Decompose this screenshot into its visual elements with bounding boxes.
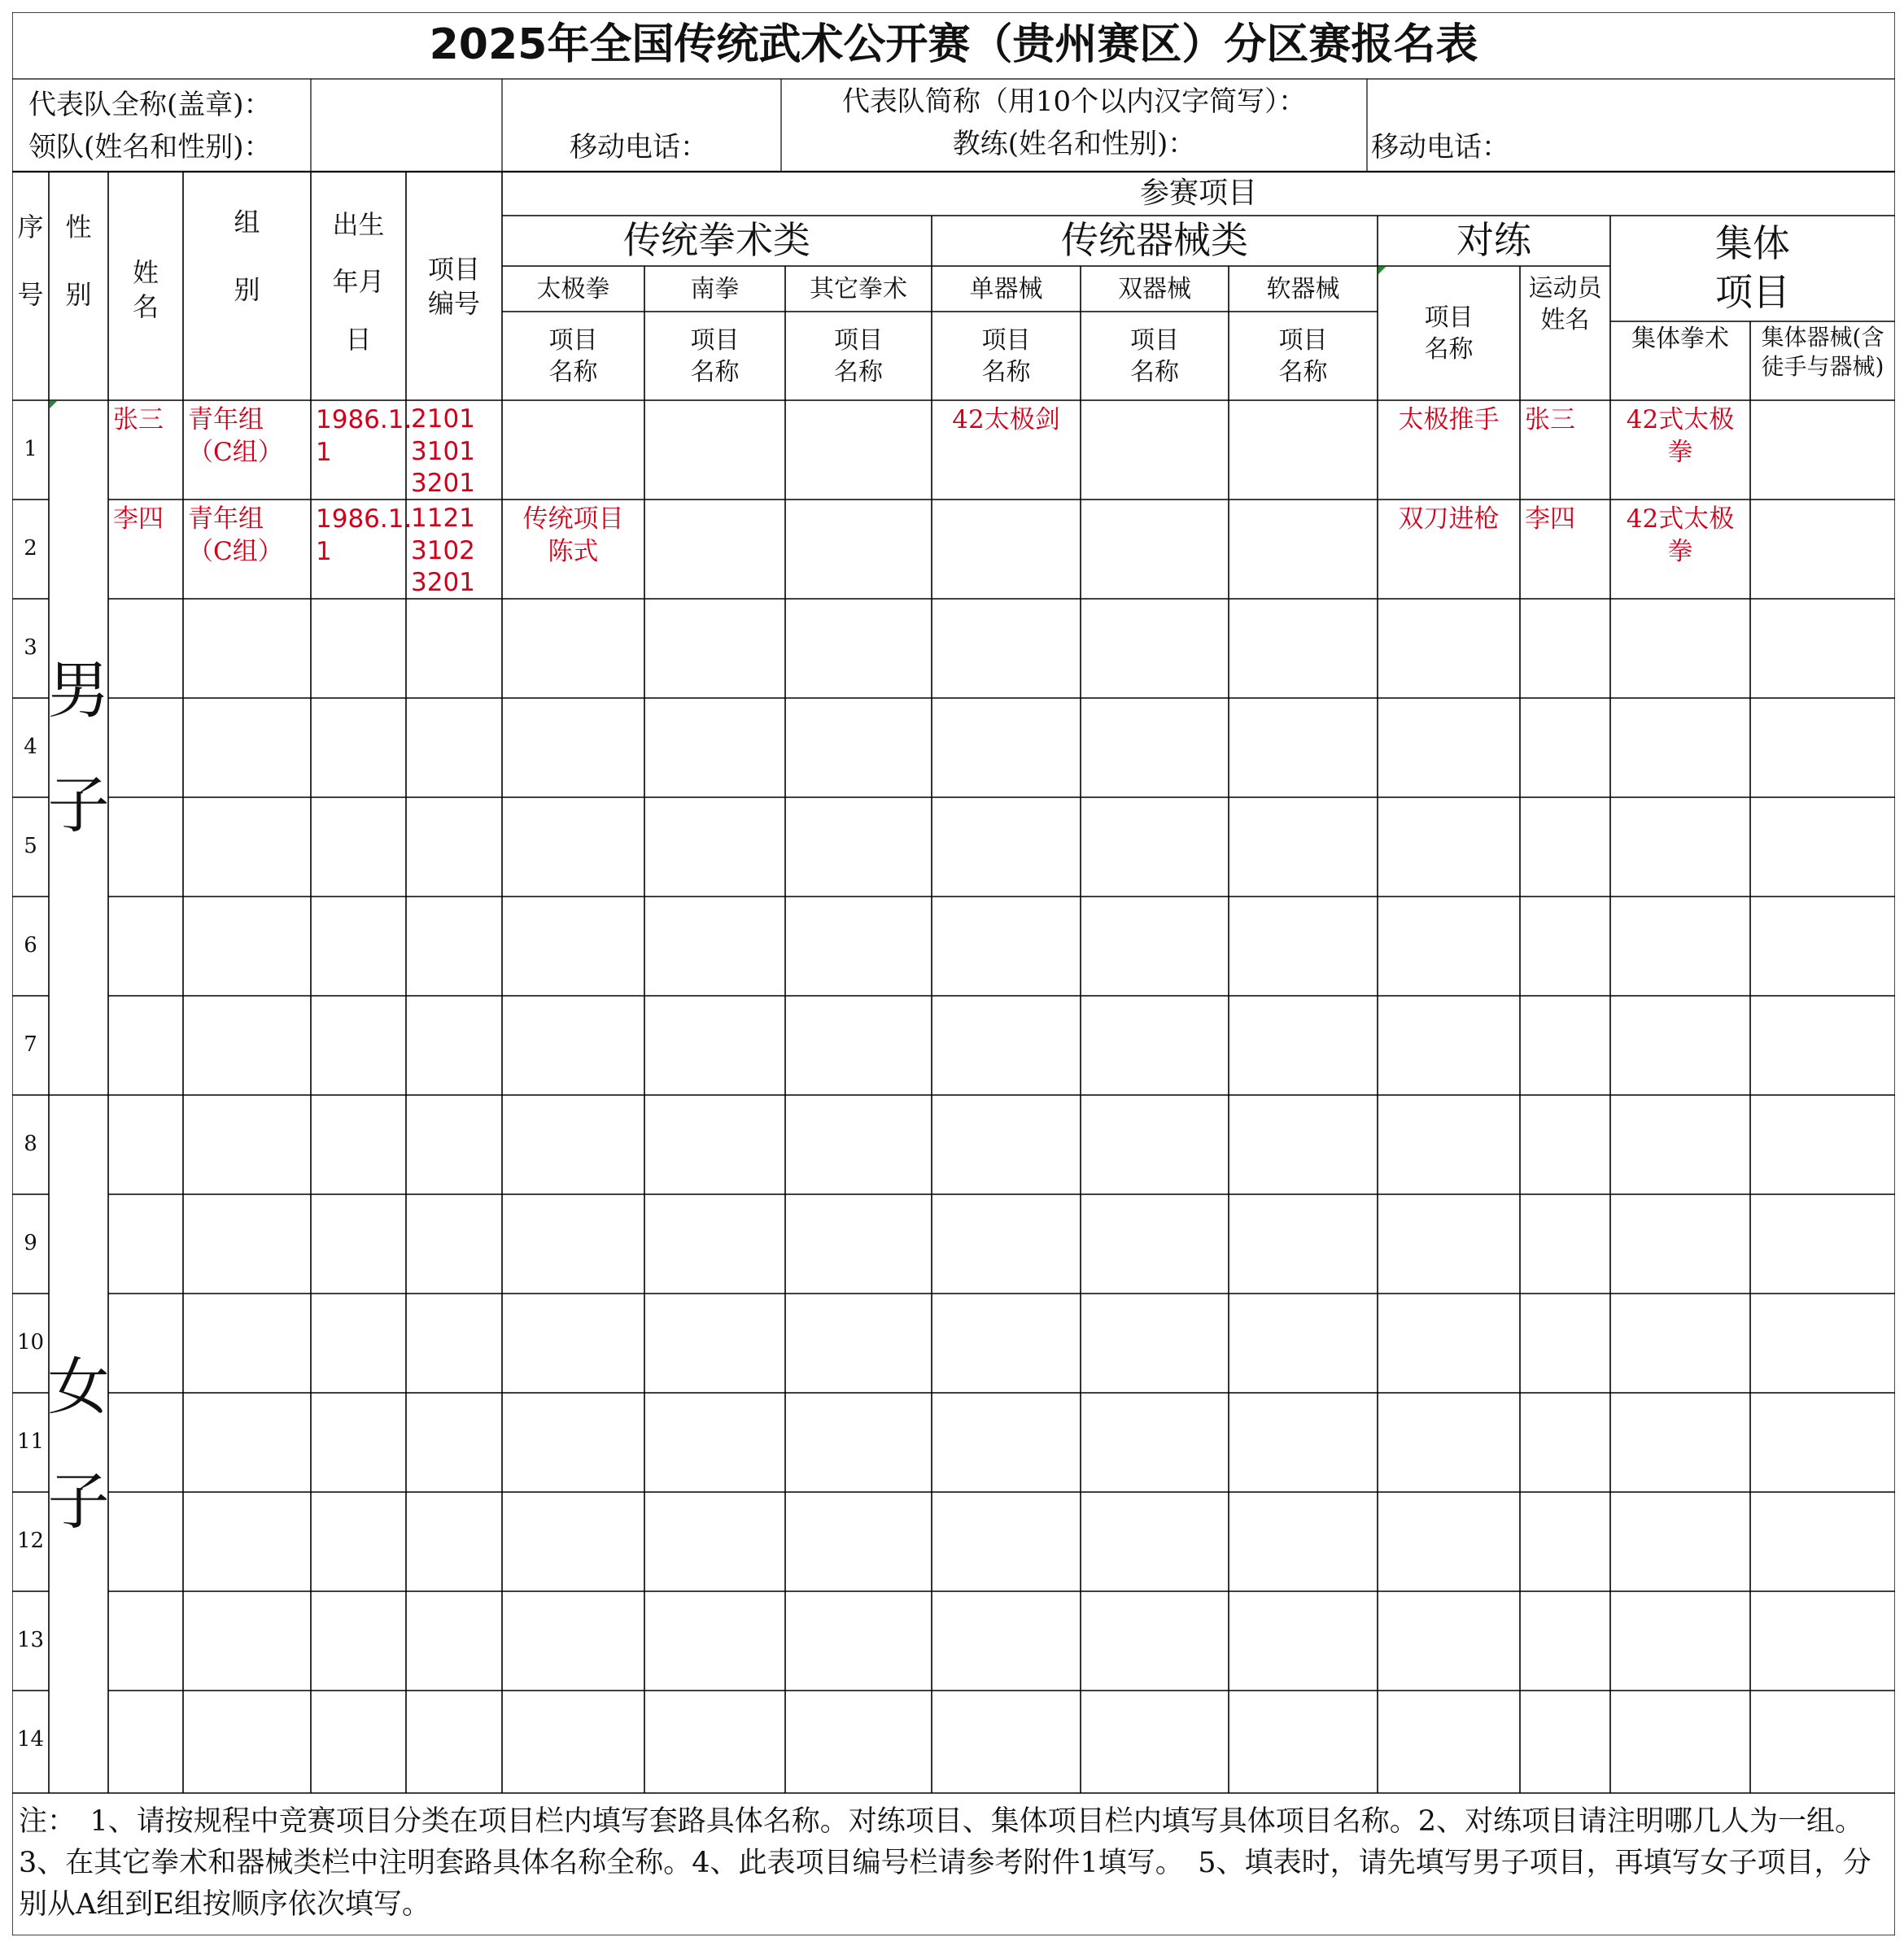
entry-1-duilian-item: 太极推手	[1398, 405, 1500, 434]
header-other-fist: 其它拳术	[810, 274, 907, 303]
header-item-code: 项目 编号	[427, 254, 480, 319]
mobile-label-1: 移动电话：	[570, 130, 708, 164]
header-item-name-double: 项目 名称	[1130, 325, 1179, 386]
gender-female-label: 女 子	[47, 1350, 110, 1538]
entry-1-duilian-athlete: 张三	[1525, 405, 1575, 434]
row-number: 7	[24, 1032, 37, 1058]
mobile-label-2: 移动电话：	[1371, 130, 1509, 164]
entry-1-single-weapon: 42太极剑	[952, 405, 1060, 434]
entry-1-group: 青年组 （C组）	[188, 405, 283, 468]
header-item-name-other-fist: 项目 名称	[834, 325, 883, 386]
header-item-name-taiji: 项目 名称	[548, 325, 598, 386]
row-number: 5	[24, 834, 37, 859]
row-number: 11	[16, 1429, 45, 1455]
row-number: 3	[24, 635, 37, 661]
coach-label: 教练(姓名和性别)：	[952, 127, 1196, 160]
header-collective: 集体 项目	[1715, 221, 1790, 314]
row-number: 14	[16, 1727, 45, 1752]
header-item-name-single: 项目 名称	[981, 325, 1031, 386]
entry-2-collective-fist: 42式太极 拳	[1626, 504, 1735, 567]
header-item-name-nanquan: 项目 名称	[690, 325, 740, 386]
entry-2-group: 青年组 （C组）	[188, 504, 283, 567]
header-name: 姓 名	[132, 257, 159, 322]
entry-2-birth: 1986.1. 1	[316, 504, 413, 567]
header-birth: 出生 年月 日	[332, 209, 385, 355]
team-short-name-label: 代表队简称（用10个以内汉字简写）：	[841, 85, 1307, 118]
header-item-name-soft: 项目 名称	[1278, 325, 1328, 386]
header-nanquan: 南拳	[690, 274, 740, 303]
row-number: 12	[16, 1529, 45, 1554]
header-soft-weapon: 软器械	[1266, 274, 1340, 303]
entry-2-taiji: 传统项目 陈式	[522, 504, 624, 567]
header-taiji: 太极拳	[536, 274, 610, 303]
header-gender: 性 别	[65, 212, 92, 311]
header-group: 组 别	[234, 207, 260, 306]
entry-1-collective-fist: 42式太极 拳	[1626, 405, 1735, 468]
entry-1-birth: 1986.1. 1	[316, 405, 413, 468]
row-number: 8	[24, 1132, 37, 1157]
row-number: 9	[24, 1231, 37, 1256]
entry-1-name: 张三	[113, 405, 164, 434]
entry-1-code: 2101 3101 3201	[411, 404, 475, 499]
row-number: 2	[24, 536, 37, 561]
notes: 注： 1、请按规程中竞赛项目分类在项目栏内填写套路具体名称。对练项目、集体项目栏内填写具体项目名称。2、对练项目请注明哪几人为一组。3、在其它拳术和器械类栏中注明套路具体名称全称。4、此表项目编号栏请参考附件1填写。 5、填表时，请先填写男子项目，再填写女子项目，分别从A组到E组按顺序依次填写。	[19, 1805, 1871, 1921]
header-collective-fist: 集体拳术	[1631, 325, 1729, 353]
entry-2-duilian-item: 双刀进枪	[1398, 504, 1500, 534]
header-seq: 序 号	[17, 212, 44, 311]
header-trad-fist: 传统拳术类	[623, 218, 810, 263]
row-number: 13	[16, 1628, 45, 1653]
comment-marker	[1378, 267, 1386, 274]
gender-male-label: 男 子	[47, 654, 110, 841]
row-number: 6	[24, 933, 37, 958]
form-title: 2025年全国传统武术公开赛（贵州赛区）分区赛报名表	[429, 20, 1478, 70]
row-number: 10	[16, 1330, 45, 1355]
header-duilian-athlete: 运动员 姓名	[1528, 274, 1602, 334]
header-collective-weapon: 集体器械(含 徒手与器械)	[1761, 324, 1884, 381]
header-duilian-item-name: 项目 名称	[1424, 303, 1474, 364]
row-number: 1	[24, 437, 37, 462]
header-trad-weapon: 传统器械类	[1061, 218, 1248, 263]
header-single-weapon: 单器械	[969, 274, 1043, 303]
entry-2-code: 1121 3102 3201	[411, 504, 475, 598]
header-events: 参赛项目	[1139, 176, 1257, 210]
leader-label: 领队(姓名和性别)：	[28, 130, 272, 164]
header-duilian: 对练	[1456, 218, 1531, 263]
registration-form	[12, 12, 1895, 1935]
row-number: 4	[24, 735, 37, 760]
comment-marker	[50, 401, 57, 408]
team-full-name-label: 代表队全称(盖章)：	[28, 88, 272, 121]
entry-2-name: 李四	[113, 504, 164, 534]
entry-1-taiji	[502, 400, 644, 500]
entry-2-duilian-athlete: 李四	[1525, 504, 1575, 534]
header-double-weapon: 双器械	[1118, 274, 1191, 303]
entry-2-single-weapon	[932, 500, 1081, 599]
